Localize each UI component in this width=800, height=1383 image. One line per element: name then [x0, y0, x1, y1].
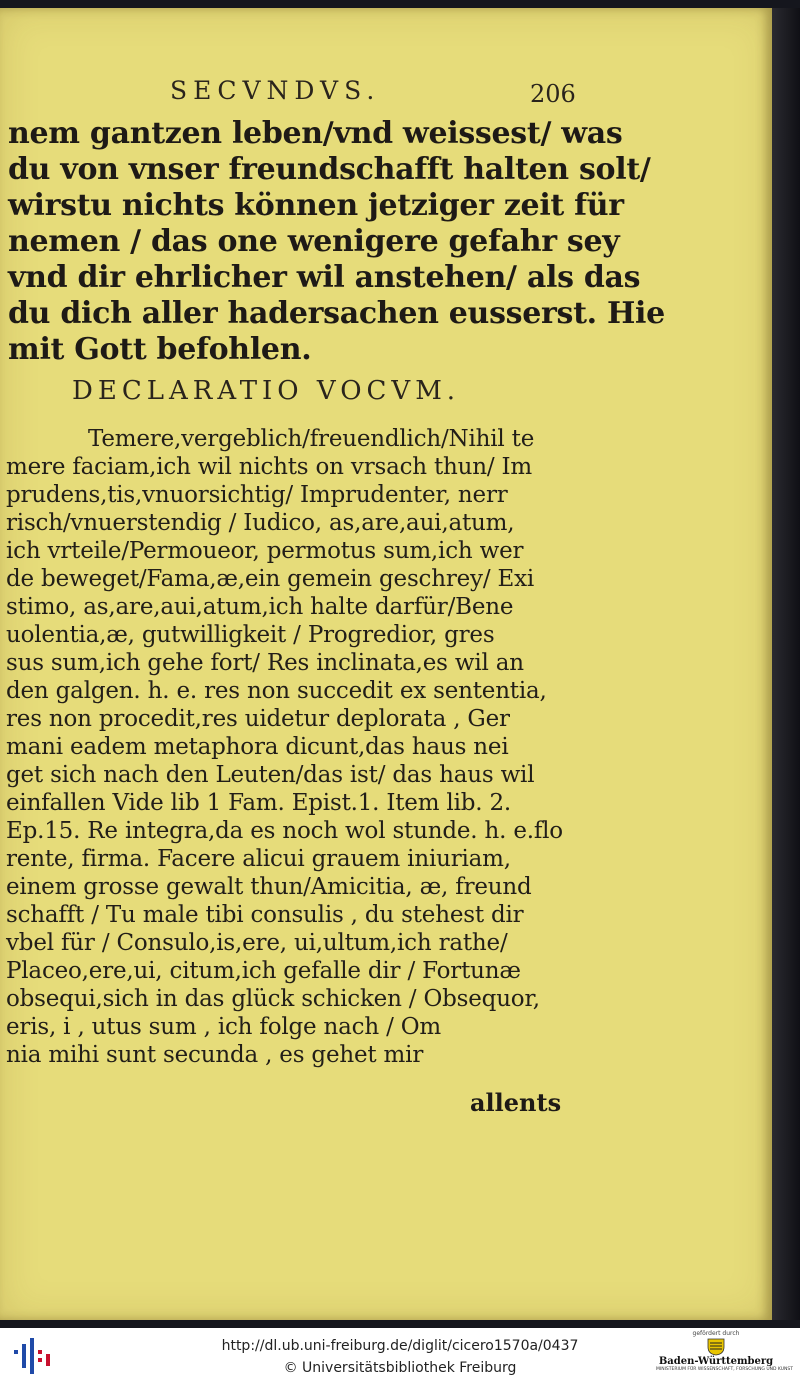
glossary-line: ich vrteile/Permoueor, permotus sum,ich wer — [6, 538, 524, 564]
glossary-line: vbel für / Consulo,is,ere, ui,ultum,ich rathe/ — [6, 930, 508, 956]
section-heading: DECLARATIO VOCVM. — [72, 376, 461, 406]
glossary-line: prudens,tis,vnuorsichtig/ Imprudenter, nerr — [6, 482, 508, 508]
glossary-line: den galgen. h. e. res non succedit ex sententia, — [6, 678, 547, 704]
glossary-line: get sich nach den Leuten/das ist/ das haus wil — [6, 762, 535, 788]
coat-of-arms-icon — [704, 1338, 728, 1356]
glossary-line: risch/vnuerstendig / Iudico, as,are,aui,atum, — [6, 510, 515, 536]
glossary-line: obsequi,sich in das glück schicken / Obsequor, — [6, 986, 540, 1012]
glossary-line: Temere,vergeblich/freuendlich/Nihil te — [88, 426, 535, 452]
book-page — [0, 8, 772, 1320]
blackletter-line: wirstu nichts können jetziger zeit für — [8, 188, 624, 223]
glossary-line: eris, i , utus sum , ich folge nach / Om — [6, 1014, 441, 1040]
catchword: allents — [470, 1088, 562, 1117]
sponsor-block — [656, 1330, 793, 1382]
page-edge-shadow — [772, 8, 800, 1320]
blackletter-line: du dich aller hadersachen eusserst. Hie — [8, 296, 665, 331]
glossary-line: rente, firma. Facere alicui grauem iniuriam, — [6, 846, 511, 872]
glossary-line: res non procedit,res uidetur deplorata , Ger — [6, 706, 510, 732]
glossary-line: stimo, as,are,aui,atum,ich halte darfür/Bene — [6, 594, 514, 620]
glossary-line: nia mihi sunt secunda , es gehet mir — [6, 1042, 424, 1068]
sponsor-ministry: MINISTERIUM FÜR WISSENSCHAFT, FORSCHUNG UND KUNST — [656, 1367, 793, 1372]
blackletter-line: nemen / das one wenigere gefahr sey — [8, 224, 620, 259]
running-head: SECVNDVS. — [170, 76, 381, 105]
blackletter-line: du von vnser freundschafft halten solt/ — [8, 152, 651, 187]
glossary-line: Placeo,ere,ui, citum,ich gefalle dir / Fortunæ — [6, 958, 521, 984]
glossary-line: einfallen Vide lib 1 Fam. Epist.1. Item lib. 2. — [6, 790, 512, 816]
sponsor-label: gefördert durch — [692, 1330, 740, 1337]
footer-bar — [0, 1328, 800, 1383]
blackletter-line: nem gantzen leben/vnd weissest/ was — [8, 116, 623, 151]
blackletter-line: mit Gott befohlen. — [8, 332, 312, 367]
permalink-url[interactable]: http://dl.ub.uni-freiburg.de/diglit/cicero1570a/0437 — [221, 1338, 579, 1354]
glossary-line: de beweget/Fama,æ,ein gemein geschrey/ Exi — [6, 566, 535, 592]
glossary-line: uolentia,æ, gutwilligkeit / Progredior, gres — [6, 622, 495, 648]
glossary-line: mani eadem metaphora dicunt,das haus nei — [6, 734, 509, 760]
page-number: 206 — [530, 80, 576, 108]
blackletter-line: vnd dir ehrlicher wil anstehen/ als das — [8, 260, 641, 295]
sponsor-name: Baden-Württemberg — [658, 1356, 774, 1367]
glossary-line: mere faciam,ich wil nichts on vrsach thun/ Im — [6, 454, 533, 480]
copyright-notice: © Universitätsbibliothek Freiburg — [283, 1360, 517, 1376]
glossary-line: schafft / Tu male tibi consulis , du stehest dir — [6, 902, 524, 928]
glossary-line: sus sum,ich gehe fort/ Res inclinata,es wil an — [6, 650, 524, 676]
glossary-line: Ep.15. Re integra,da es noch wol stunde. h. e.flo — [6, 818, 563, 844]
glossary-line: einem grosse gewalt thun/Amicitia, æ, freund — [6, 874, 532, 900]
